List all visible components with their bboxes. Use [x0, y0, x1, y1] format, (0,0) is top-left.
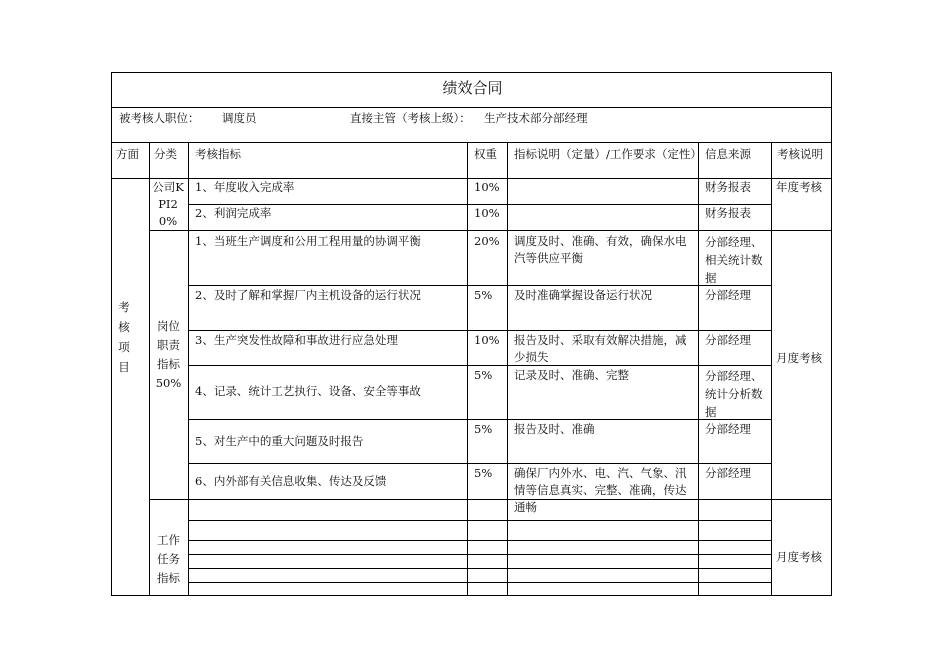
row-4-indicator: 2、及时了解和掌握厂内主机设备的运行状况 — [195, 288, 421, 302]
performance-contract-table — [111, 72, 832, 596]
row-3-desc: 调度及时、准确、有效，确保水电汽等供应平衡 — [514, 234, 687, 265]
row-5-desc: 报告及时、采取有效解决措施，减少损失 — [514, 333, 687, 364]
note-duty: 月度考核 — [776, 351, 822, 365]
rule-task-5 — [188, 582, 771, 583]
rule-task-1 — [188, 520, 771, 521]
header-category: 分类 — [154, 147, 177, 161]
rule-duty-1 — [188, 285, 771, 286]
header-aspect: 方面 — [116, 147, 139, 161]
rule-duty-5 — [188, 463, 771, 464]
row-7-desc: 报告及时、准确 — [514, 422, 595, 436]
category-task: 工作任务指标 — [157, 533, 180, 585]
header-desc: 指标说明（定量）/工作要求（定性） — [514, 147, 702, 161]
row-6-indicator: 4、记录、统计工艺执行、设备、安全等事故 — [195, 384, 421, 398]
row-6-desc: 记录及时、准确、完整 — [514, 368, 629, 382]
note-kpi: 年度考核 — [776, 180, 822, 194]
header-note: 考核说明 — [777, 147, 823, 161]
row-8-source: 分部经理 — [705, 466, 751, 480]
supervisor-value: 生产技术部分部经理 — [484, 111, 588, 125]
row-6-weight: 5% — [474, 368, 493, 382]
rule-task-3 — [188, 554, 771, 555]
row-2-source: 财务报表 — [705, 206, 751, 220]
row-4-source: 分部经理 — [705, 288, 751, 302]
rule-kpi-bottom — [149, 230, 831, 231]
rule-col-source — [771, 142, 772, 595]
row-8-weight: 5% — [474, 466, 493, 480]
row-4-desc: 及时准确掌握设备运行状况 — [514, 288, 652, 302]
row-1-source: 财务报表 — [705, 180, 751, 194]
rule-title-bottom — [112, 107, 831, 108]
aspect-label: 考核项目 — [118, 300, 130, 374]
rule-info-bottom — [112, 142, 831, 143]
rule-col-category — [188, 142, 189, 595]
rule-duty-bottom — [149, 499, 831, 500]
row-2-weight: 10% — [474, 206, 500, 220]
rule-col-desc — [698, 142, 699, 595]
category-kpi: 公司KPI20% — [152, 180, 184, 228]
row-5-source: 分部经理 — [705, 333, 751, 347]
row-2-indicator: 2、利润完成率 — [195, 206, 272, 220]
row-4-weight: 5% — [474, 288, 493, 302]
row-8-indicator: 6、内外部有关信息收集、传达及反馈 — [195, 474, 387, 488]
position-value: 调度员 — [222, 111, 257, 125]
row-1-indicator: 1、年度收入完成率 — [195, 180, 295, 194]
rule-task-4 — [188, 568, 771, 569]
row-8-desc: 确保厂内外水、电、汽、气象、汛情等信息真实、完整、准确，传达通畅 — [514, 466, 687, 514]
row-3-indicator: 1、当班生产调度和公用工程用量的协调平衡 — [195, 234, 421, 248]
supervisor-label: 直接主管（考核上级）： — [350, 111, 471, 125]
row-3-source: 分部经理、相关统计数据 — [705, 235, 763, 285]
rule-task-2 — [188, 540, 771, 541]
row-7-indicator: 5、对生产中的重大问题及时报告 — [195, 434, 364, 448]
row-1-weight: 10% — [474, 180, 500, 194]
rule-duty-2 — [188, 330, 771, 331]
row-3-weight: 20% — [474, 234, 500, 248]
header-source: 信息来源 — [705, 147, 751, 161]
page-title: 绩效合同 — [442, 79, 503, 97]
row-7-weight: 5% — [474, 422, 493, 436]
row-5-weight: 10% — [474, 333, 500, 347]
rule-col-indicator — [467, 142, 468, 595]
row-7-source: 分部经理 — [705, 422, 751, 436]
rule-col-aspect — [149, 142, 150, 595]
rule-col-weight — [507, 142, 508, 595]
header-weight: 权重 — [474, 147, 497, 161]
rule-duty-4 — [188, 419, 771, 420]
category-duty: 岗位职责指标50% — [155, 319, 182, 390]
header-indicator: 考核指标 — [195, 147, 241, 161]
row-6-source: 分部经理、统计分析数据 — [705, 369, 763, 419]
position-label: 被考核人职位： — [119, 111, 200, 125]
row-5-indicator: 3、生产突发性故障和事故进行应急处理 — [195, 333, 398, 347]
note-task: 月度考核 — [776, 550, 822, 564]
